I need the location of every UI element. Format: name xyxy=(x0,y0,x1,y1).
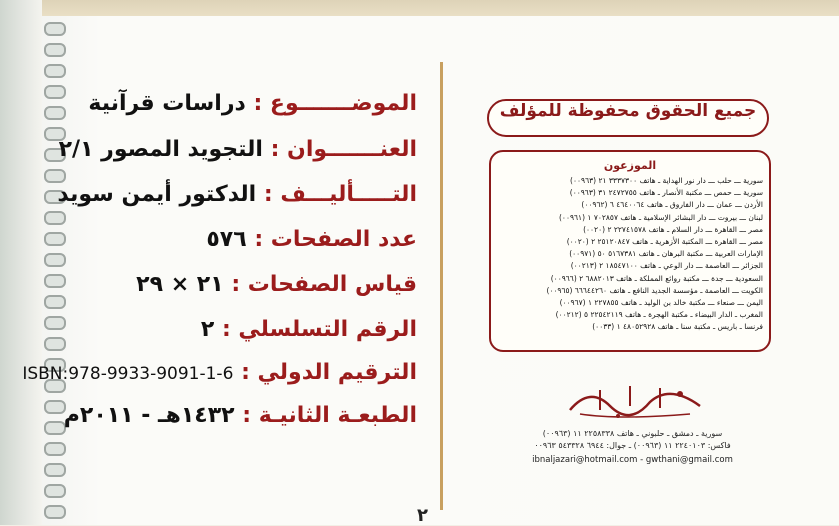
distributor-row: الإمارات العربية ـــ مكتبة البرهان ـ هاتف ٥١٦٧٣٨١ ٥٠ (٠٠٩٧١) xyxy=(569,249,763,259)
binding-hole xyxy=(44,253,66,267)
center-divider xyxy=(440,62,443,510)
info-label: الرقم التسلسلي : xyxy=(221,317,417,342)
info-label: الموضـــــــوع : xyxy=(253,91,417,116)
distributor-row: سورية ـــ حلب ـــ دار نور الهداية ـ هاتف ٣٣٣٧٣٠٠ ٢١ (٠٠٩٦٣) xyxy=(570,176,763,185)
distributor-row: مصر ـــ القاهرة ـــ المكتبة الأزهرية ـ هاتف ٢٥١٢٠٨٤٧ ٢ (٠٠٢٠) xyxy=(566,237,763,247)
info-value: التجويد المصور ٢/١ xyxy=(58,137,263,162)
publisher-address: سورية ـ دمشق ـ حلبوني ـ هاتف ٢٢٥٨٣٣٨ ١١ (٠٠٩٦٣) xyxy=(542,429,723,438)
info-value: ٢ xyxy=(200,317,215,342)
calligraphy-logo-icon xyxy=(560,376,710,424)
info-row-size xyxy=(57,272,417,297)
info-row-title xyxy=(57,137,417,162)
info-label: قياس الصفحات : xyxy=(231,272,417,297)
info-value: ٥٧٦ xyxy=(206,227,247,252)
info-row-subject xyxy=(57,91,417,116)
info-value: الدكتور أيمن سويد xyxy=(57,182,257,207)
publisher-fax: فاكس: ٢٢٤٠١٠٣ ١١ (٠٠٩٦٣) ـ جوال: ٦٩٤٤ ٥٤٣٣٢٨ ٠٠٩٦٣ xyxy=(534,441,731,450)
info-row-isbn xyxy=(22,360,417,385)
distributor-row: الكويت ـــ العاصمة ـ مؤسسة الجديد النافع ـ هاتف ٦٦٦٤٤٢٦٠ (٠٠٩٦٥) xyxy=(546,285,763,295)
distributor-row: لبنان ـــ بيروت ـــ دار البشائر الإسلامية ـ هاتف ٧٠٢٨٥٧ ١ (٠٠٩٦١) xyxy=(558,212,763,222)
distributor-row: الجزائر ـــ العاصمة ـــ دار الوعي ـ هاتف ١٨٥٤٧١٠٠ ٢ (٠٠٢١٣) xyxy=(570,261,763,271)
info-row-edition xyxy=(57,403,417,428)
info-label: الترقيم الدولي : xyxy=(241,360,417,385)
rights-reserved-banner: جميع الحقوق محفوظة للمؤلف xyxy=(487,99,769,137)
info-row-author xyxy=(57,182,417,207)
binding-hole xyxy=(44,484,66,498)
info-row-pages xyxy=(57,227,417,252)
page-number: ٢ xyxy=(417,505,428,526)
binding-hole xyxy=(44,22,66,36)
info-value: ١٤٣٢هـ - ٢٠١١م xyxy=(63,403,235,428)
spiral-binding-edge xyxy=(0,0,42,525)
distributor-row: سورية ـــ حمص ـــ مكتبة الأنصار ـ هاتف ٢٤٧٢٧٥٥ ٣١ (٠٠٩٦٣) xyxy=(569,188,763,198)
distributor-row: المغرب ـ الدار البيضاء ـ مكتبة الهجرة ـ هاتف ٢٢٥٤٢١١٩ ٥ (٠٠٢١٢) xyxy=(555,310,763,320)
distributor-row: اليمن ـــ صنعاء ـــ مكتبة خالد بن الوليد ـ هاتف ٢٢٧٨٥٥ ١ (٠٠٩٦٧) xyxy=(559,298,763,308)
publisher-email: ibnaljazari@hotmail.com - gwthani@gmail.com xyxy=(532,455,733,465)
distributors-list xyxy=(491,175,769,334)
binding-hole xyxy=(44,442,66,456)
info-value: دراسات قرآنية xyxy=(88,91,246,116)
publisher-logo xyxy=(560,376,710,424)
info-row-serial xyxy=(57,317,417,342)
info-label: التـــــأليـــف : xyxy=(263,182,417,207)
info-label: الطبعـة الثانيـة : xyxy=(242,403,417,428)
binding-hole xyxy=(44,211,66,225)
binding-hole xyxy=(44,43,66,57)
distributor-row: السعودية ـــ جدة ـــ مكتبة روائع المملكة ـ هاتف ٦٨٨٢٠١٣ ٢ (٠٠٩٦٦) xyxy=(550,273,763,283)
info-value: ٢١ × ٢٩ xyxy=(136,272,224,297)
info-label: العنـــــــوان : xyxy=(270,137,417,162)
info-label: عدد الصفحات : xyxy=(254,227,417,252)
distributor-row: الأردن ـــ عمان ـــ دار الفاروق ـ هاتف ٤٦٤٠٠٦٤ ٦ (٠٠٩٦٢) xyxy=(581,200,763,210)
binding-hole xyxy=(44,463,66,477)
distributors-box xyxy=(489,150,771,352)
distributors-title: الموزعون xyxy=(603,159,657,172)
isbn-value: ISBN:978-9933-9091-1-6 xyxy=(22,364,234,384)
binding-hole xyxy=(44,505,66,519)
distributor-row: مصر ـــ القاهرة ـــ دار السلام ـ هاتف ٢٢٧٤١٥٧٨ ٢ (٠٠٢٠) xyxy=(583,224,763,234)
binding-hole xyxy=(44,295,66,309)
binding-hole xyxy=(44,169,66,183)
top-color-band xyxy=(40,0,839,16)
distributor-row: فرنسا ـ باريس ـ مكتبة سنا ـ هاتف ٤٨٠٥٢٩٢٨ ١ (٠٠٣٣) xyxy=(592,322,763,332)
binding-hole xyxy=(44,64,66,78)
